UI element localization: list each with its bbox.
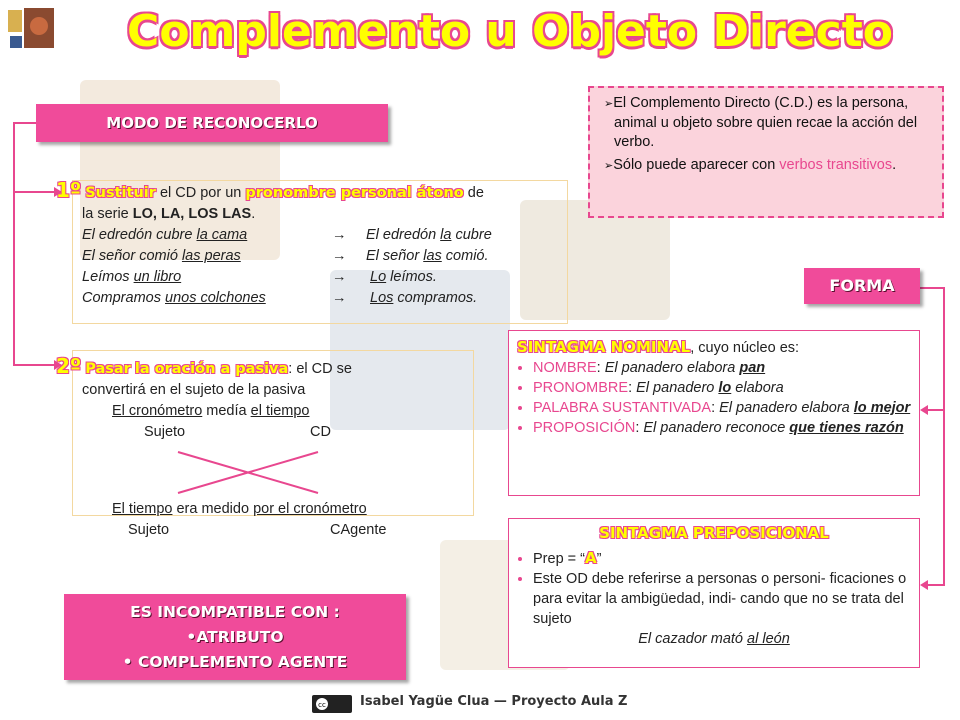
sp-item-prep: [533, 548, 911, 569]
ex1-subject: El cronómetro: [112, 403, 203, 419]
sn-title: [517, 337, 911, 358]
step1-highlight: pronombre personal átono: [245, 185, 464, 201]
label-sujeto-2: Sujeto: [128, 522, 170, 538]
arrow-icon: →: [332, 227, 347, 243]
step2-line1: [56, 356, 476, 380]
arrow-icon: →: [332, 290, 347, 306]
sp-prep-pre: Prep = “: [533, 551, 585, 567]
creative-commons-icon: [312, 695, 352, 713]
step1-line2: [56, 204, 566, 225]
sp-example-pre: El cazador mató: [638, 631, 748, 647]
svg-text:cc: cc: [318, 701, 326, 709]
definition-2-pre: Sólo puede aparecer con: [613, 157, 780, 173]
forma-box: FORMA: [804, 268, 920, 304]
example-left: El edredón cubre la cama: [82, 227, 248, 243]
incompatible-atributo: ATRIBUTO: [196, 628, 284, 646]
step1-verb: Sustituir: [85, 185, 156, 201]
incompatible-item-1: •ATRIBUTO: [186, 628, 284, 646]
step2-labels2: [56, 520, 476, 541]
definition-2-post: .: [892, 157, 897, 173]
sn-title-post: , cuyo núcleo es:: [690, 340, 800, 356]
step1-example-row: [82, 288, 566, 309]
sn-list: [517, 358, 911, 438]
sp-title: [517, 523, 911, 544]
sn-list-item: • PALABRA SUSTANTIVADA: El panadero elabora lo mejor: [533, 398, 911, 418]
step2-verb: Pasar: [85, 361, 131, 377]
sintagma-nominal-box: [508, 330, 920, 496]
label-cd: CD: [310, 424, 331, 440]
label-cagente: CAgente: [330, 522, 387, 538]
step2-line2: convertirá en el sujeto de la pasiva: [82, 382, 306, 398]
example-right: El señor las comió.: [366, 248, 489, 264]
example-left: El señor comió las peras: [82, 248, 241, 264]
footer: [312, 692, 652, 716]
example-right: El edredón la cubre: [366, 227, 492, 243]
example-right: Los compramos.: [370, 290, 478, 306]
arrow-icon: →: [332, 269, 347, 285]
sp-list: [517, 548, 911, 629]
step1-examples: [56, 225, 566, 309]
definition-box: [588, 86, 944, 218]
sn-title-text: SINTAGMA NOMINAL: [517, 338, 691, 356]
ex2-verb: era medido: [172, 501, 254, 517]
step1-line1: [56, 180, 566, 204]
step2-number: 2º: [56, 354, 82, 378]
definition-text-1: ➢El Complemento Directo (C.D.) es la persona, animal u objeto sobre quien recae la acción del verbo.: [604, 95, 918, 150]
step2-example2: [56, 499, 476, 520]
sp-item-desc: [533, 569, 911, 629]
step1-text1: el CD por un: [155, 185, 246, 201]
incompatible-box: [64, 594, 406, 680]
label-sujeto: Sujeto: [144, 424, 186, 440]
example-left: Compramos unos colchones: [82, 290, 266, 306]
ex2-agent: por el cronómetro: [253, 501, 367, 517]
step1-example-row: [82, 267, 566, 288]
sp-example-u: al león: [747, 631, 790, 647]
definition-2-highlight: verbos transitivos: [779, 157, 893, 173]
sn-list-item: • PRONOMBRE: El panadero lo elabora: [533, 378, 911, 398]
step1-example-row: [82, 246, 566, 267]
step2-spacer: [56, 443, 476, 499]
ex1-verb: medía: [202, 403, 251, 419]
incompatible-item-2: • COMPLEMENTO AGENTE: [122, 653, 348, 671]
arrow-icon: →: [332, 248, 347, 264]
sn-list-item: • PROPOSICIÓN: El panadero reconoce que tienes razón: [533, 418, 911, 438]
footer-text: Isabel Yagüe Clua — Proyecto Aula Z: [360, 694, 628, 709]
sp-title-text: SINTAGMA PREPOSICIONAL: [599, 524, 829, 542]
ex1-cd: el tiempo: [250, 403, 310, 419]
step1-line2-post: .: [251, 206, 256, 222]
definition-1: El Complemento Directo (C.D.) es la persona, animal u objeto sobre quien recae la acción del verbo.: [613, 95, 918, 150]
definition-text-2: ➢Sólo puede aparecer con verbos transitivos.: [604, 157, 897, 173]
modo-reconocerlo-box: MODO DE RECONOCERLO: [36, 104, 388, 142]
step1-line2-pre: la serie: [82, 206, 133, 222]
step1: [56, 180, 566, 309]
ex2-subject: El tiempo: [112, 501, 173, 517]
step1-example-row: [82, 225, 566, 246]
step2-labels1: [56, 422, 476, 443]
example-right: Lo leímos.: [370, 269, 437, 285]
step2-highlight: la oración a pasiva: [134, 361, 289, 377]
step1-text2: de: [463, 185, 484, 201]
page-title: Complemento u Objeto Directo: [127, 6, 893, 57]
step2: [56, 356, 476, 541]
sp-example: [517, 629, 911, 649]
incompatible-title: ES INCOMPATIBLE CON :: [130, 603, 340, 621]
incompatible-agente: COMPLEMENTO AGENTE: [137, 653, 348, 671]
sn-list-item: • NOMBRE: El panadero elabora pan: [533, 358, 911, 378]
sintagma-preposicional-box: [508, 518, 920, 668]
step1-number: 1º: [56, 178, 82, 202]
sp-prep-a: A: [584, 549, 597, 567]
sp-desc: Este OD debe referirse a personas o personi- ficaciones o para evitar la ambigüedad, indi- cando que no se trata del sujeto: [533, 571, 907, 627]
step1-pronouns: LO, LA, LOS LAS: [132, 206, 252, 222]
example-left: Leímos un libro: [82, 269, 182, 285]
step2-text1: : el CD se: [288, 361, 352, 377]
sp-prep-post: ”: [596, 551, 602, 567]
step2-example1: [56, 401, 476, 422]
